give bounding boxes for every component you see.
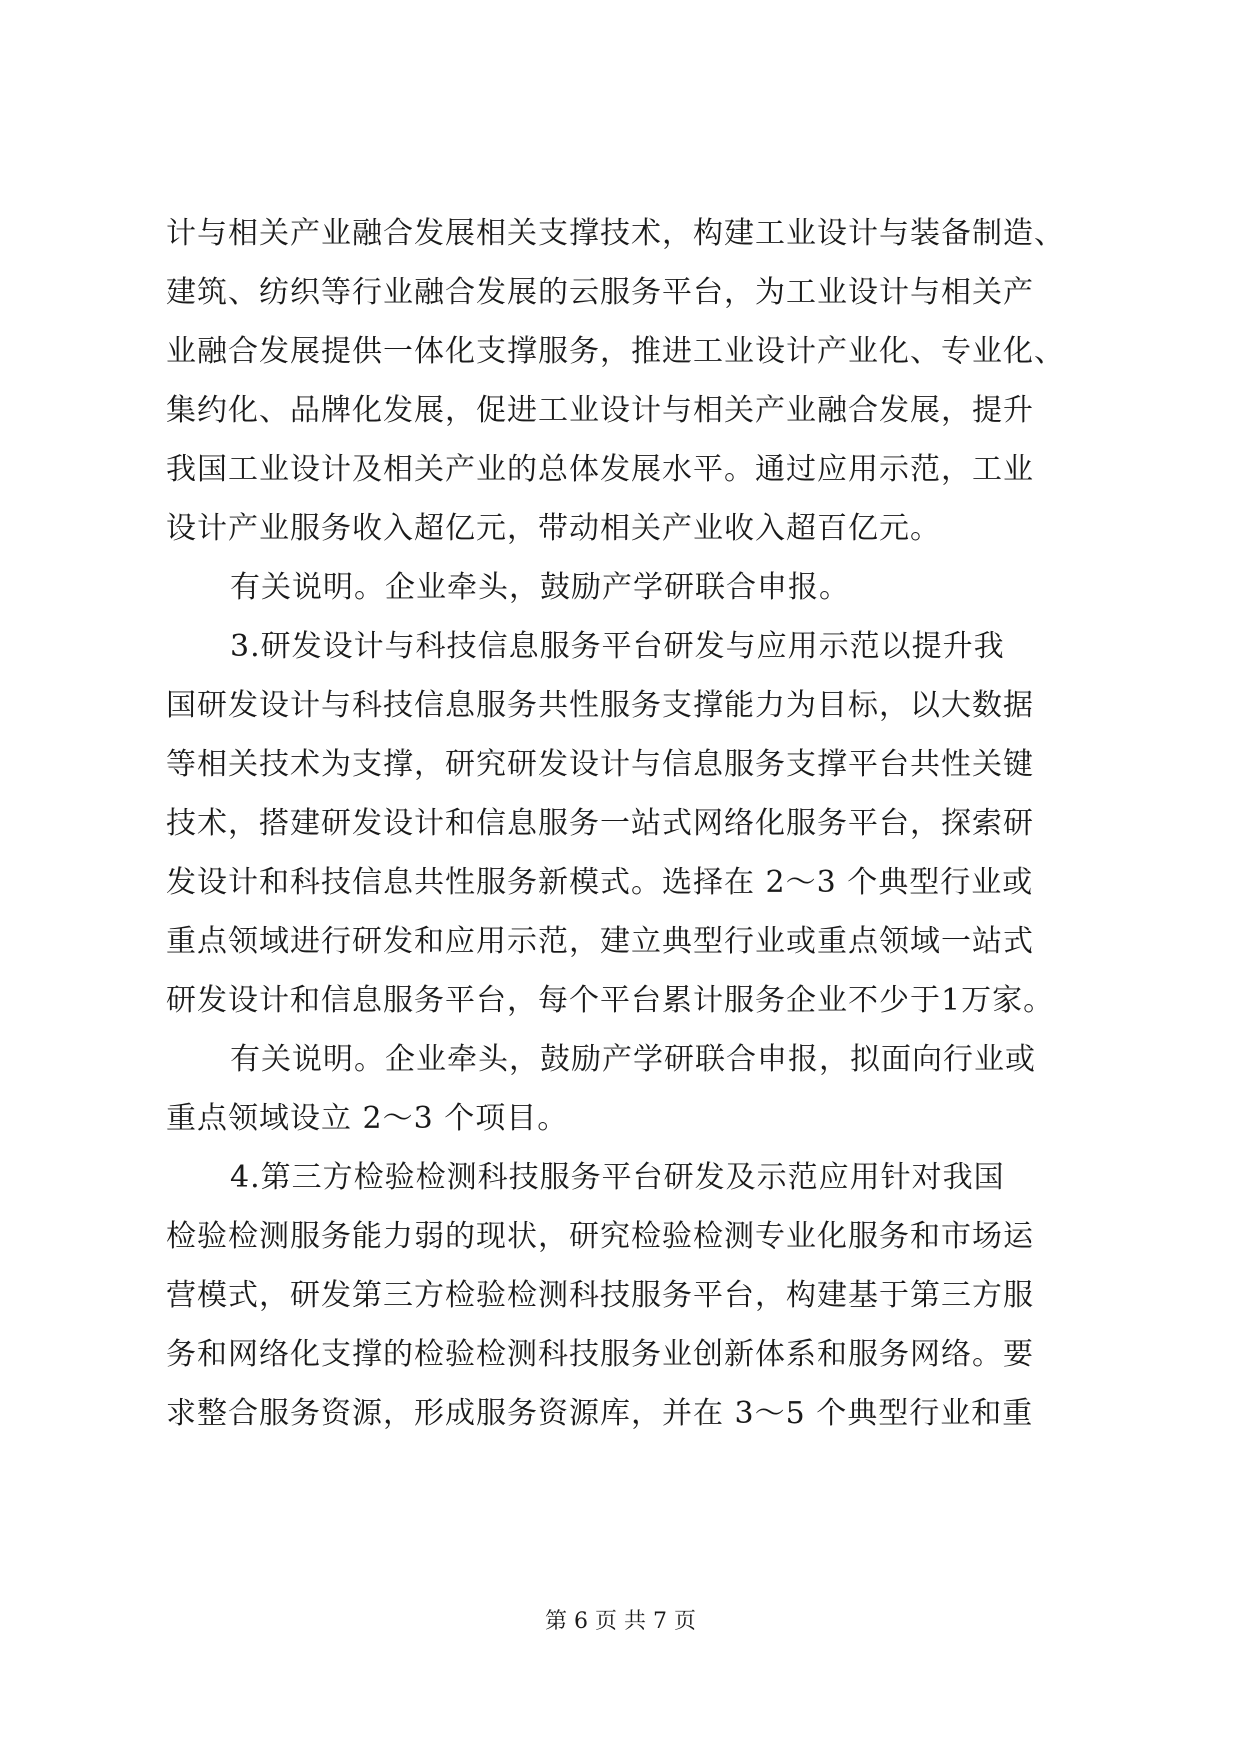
body-text-line: 发设计和科技信息共性服务新模式。选择在 2～3 个典型行业或 [166, 865, 1034, 900]
body-text-line: 集约化、品牌化发展，促进工业设计与相关产业融合发展，提升 [166, 393, 1034, 428]
note-paragraph-line: 有关说明。企业牵头，鼓励产学研联合申报。 [230, 570, 850, 605]
body-text-line: 国研发设计与科技信息服务共性服务支撑能力为目标，以大数据 [166, 688, 1034, 723]
body-text-line: 设计产业服务收入超亿元，带动相关产业收入超百亿元。 [166, 511, 941, 546]
body-text-line: 建筑、纺织等行业融合发展的云服务平台，为工业设计与相关产 [166, 275, 1034, 310]
body-text-line: 求整合服务资源，形成服务资源库，并在 3～5 个典型行业和重 [166, 1396, 1034, 1431]
body-text-line: 技术，搭建研发设计和信息服务一站式网络化服务平台，探索研 [166, 806, 1034, 841]
body-text-line: 业融合发展提供一体化支撑服务，推进工业设计产业化、专业化、 [166, 334, 1065, 369]
body-text-line: 营模式，研发第三方检验检测科技服务平台，构建基于第三方服 [166, 1278, 1034, 1313]
section-heading-line: 4.第三方检验检测科技服务平台研发及示范应用针对我国 [230, 1160, 1005, 1195]
body-text-line: 我国工业设计及相关产业的总体发展水平。通过应用示范，工业 [166, 452, 1034, 487]
body-text-line: 重点领域进行研发和应用示范，建立典型行业或重点领域一站式 [166, 924, 1034, 959]
body-text-line: 检验检测服务能力弱的现状，研究检验检测专业化服务和市场运 [166, 1219, 1034, 1254]
page-footer: 第 6 页 共 7 页 [545, 1609, 696, 1634]
note-paragraph-line: 有关说明。企业牵头，鼓励产学研联合申报，拟面向行业或 [230, 1042, 1036, 1077]
body-text-line: 等相关技术为支撑，研究研发设计与信息服务支撑平台共性关键 [166, 747, 1034, 782]
body-text-line: 务和网络化支撑的检验检测科技服务业创新体系和服务网络。要 [166, 1337, 1034, 1372]
body-text-line: 研发设计和信息服务平台，每个平台累计服务企业不少于1万家。 [166, 983, 1055, 1018]
body-text-line: 计与相关产业融合发展相关支撑技术，构建工业设计与装备制造、 [166, 216, 1065, 251]
body-text-line: 重点领域设立 2～3 个项目。 [166, 1101, 569, 1136]
section-heading-line: 3.研发设计与科技信息服务平台研发与应用示范以提升我 [230, 629, 1005, 664]
